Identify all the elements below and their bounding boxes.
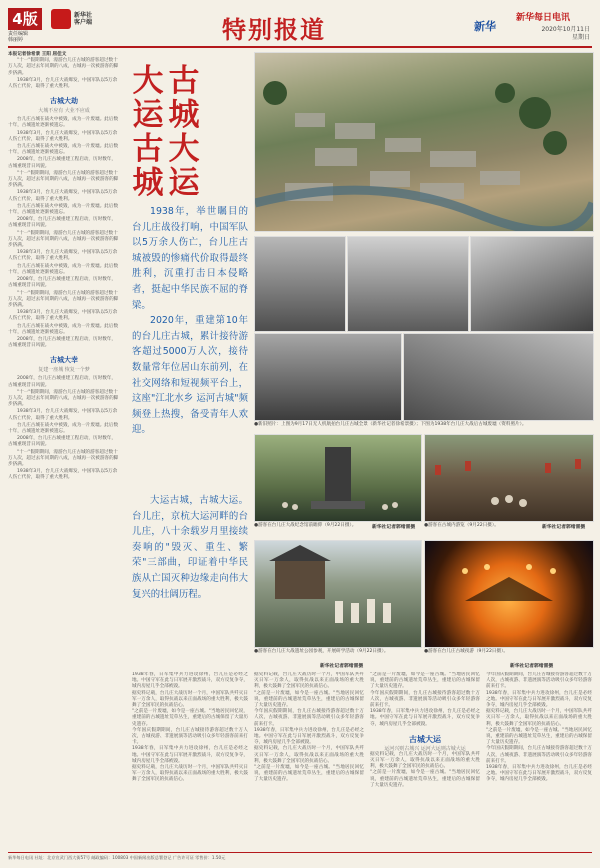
ruins-photo-1: [254, 236, 346, 332]
body-paragraph: 1938年3月，台儿庄大战爆发，中国军队以5万余人伤亡代价，取得了重大胜利。: [8, 190, 118, 202]
night-photo: [424, 540, 594, 648]
alley-caption: ●游客在台儿庄大战遗址公园参观，开展研学活动（9月22日摄）。: [254, 649, 389, 654]
body-text: "之前是一片废墟，如今是一座古城。"当地居民回忆说，重建前的古城遗址荒草丛生，重建后的古城保留了大量历史遗存。: [254, 690, 364, 709]
body-paragraph: 台儿庄古城在战火中被毁，成为一片废墟。此后数十年，古城遗址逐渐被遗忘。: [8, 422, 119, 434]
alley-photo: [254, 540, 422, 648]
ruins-photo-3: [470, 236, 594, 332]
body-column-5: [486, 672, 592, 848]
ruins-caption: ●新旧照片：上图为9月17日无人机航拍台儿庄古城全景（新华社记者徐希景摄）；下图为1938年台儿庄大战后古城废墟（资料照片）。: [254, 422, 527, 427]
body-text: 今年国庆假期期间，台儿庄古城接待游客超过数十万人次，古城夜游、非遗展演等活动吸引众多年轻游客前来打卡。: [486, 672, 592, 690]
body-column-4: [370, 672, 480, 848]
body-text: 据史料记载，台儿庄大战历时一个月，中国军队共歼灭日军一万余人，取得抗战以来正面战场的重大胜利，极大鼓舞了全国军民的抗战信心。: [486, 709, 592, 727]
ruins-photo-4: [254, 333, 402, 421]
issue-date: [532, 26, 590, 42]
editor-line-1: 责任编辑: [8, 31, 29, 37]
page-footer: 新华每日电讯 社址：北京宣武门西大街57号 邮政编码：100803 中国新闻出版总署登记 广告许可证 零售价：1.50元: [8, 852, 592, 861]
body-column-2: [132, 672, 248, 848]
body-paragraph: 2008年，台儿庄古城重建工程启动，历时数年，古城重现昔日风貌。: [8, 376, 116, 388]
street-illustration: [425, 435, 593, 521]
body-text: "之前是一片废墟，如今是一座古城。"当地居民回忆说，重建前的古城遗址荒草丛生，重建后的古城保留了大量历史遗存。: [254, 765, 364, 783]
body-paragraph: "十一"假期期间，漫游台儿庄古城的游客超过数十万人次，超过去年同期的八成，古城再一次被游客的脚步挤满。: [8, 230, 119, 249]
body-text: "之前是一片废墟，如今是一座古城。"当地居民回忆说，重建前的古城遗址荒草丛生，重建后的古城保留了大量历史遗存。: [370, 770, 480, 788]
headline-char: 城: [168, 97, 200, 133]
ruins-photo-5: [403, 333, 594, 421]
headline-char: 大: [132, 63, 164, 99]
body-text: 据史料记载，台儿庄大战历时一个月，中国军队共歼灭日军一万余人，取得抗战以来正面战场的重大胜利，极大鼓舞了全国军民的抗战信心。: [132, 765, 248, 783]
main-headline: [130, 64, 246, 200]
night-caption: ●游客在台儿庄古城夜游（9月22日摄）。: [424, 649, 508, 654]
headline-char: 古: [132, 131, 164, 167]
body-text: 1938年春，日军集中兵力进攻徐州，台儿庄是必经之地。中国守军在此与日军展开激烈战斗，双方反复争夺，城内房屋几乎全部被毁。: [254, 727, 364, 746]
app-logo-line-1: 新华社: [74, 12, 93, 19]
body-paragraph: 1938年3月，台儿庄大战爆发，中国军队以5万余人伤亡代价，取得了重大胜利。: [8, 77, 118, 90]
page-number-badge: 4版: [8, 8, 42, 30]
body-text: 据史料记载，台儿庄大战历时一个月，中国军队共歼灭日军一万余人，取得抗战以来正面战场的重大胜利，极大鼓舞了全国军民的抗战信心。: [132, 690, 248, 709]
paper-name: 新华每日电讯: [516, 13, 571, 23]
subhead-fortune: 古城大幸: [50, 356, 78, 365]
alley-credit: 新华社记者郭绪雷摄: [320, 664, 364, 669]
body-paragraph: 1938年3月，台儿庄大战爆发，中国军队以5万余人伤亡代价，取得了重大胜利。: [8, 310, 118, 322]
body-text: 今年国庆假期期间，台儿庄古城接待游客超过数十万人次，古城夜游、非遗展演等活动吸引众多年轻游客前来打卡。: [486, 746, 592, 764]
lead-text-1: 1938年，举世瞩目的台儿庄战役打响，中国军队以5万余人伤亡，台儿庄古城被毁的惨痛代价取得最终胜利，沉重打击日本侵略者，挺起中华民族不屈的脊梁。: [132, 206, 248, 311]
subhead-disaster: 古城大劫: [50, 97, 78, 106]
lead-paragraph-2: 大运古城，古城大运。台儿庄，京杭大运河畔的台儿庄，八十余载岁月里接续奏响的"毁灭、重生、繁荣"三部曲，印证着中华民族从亡国灭种边缘走向伟大复兴的壮阔历程。: [132, 495, 248, 600]
subhead-fortune-caption: 复建一座城 恢复一个梦: [38, 367, 90, 374]
body-paragraph: "十一"假期期间，漫游台儿庄古城的游客超过数十万人次，超过去年同期的八成，古城再一次被游客的脚步挤满。: [8, 449, 119, 467]
subhead-disaster-caption: 大城不应有 大业不应成: [38, 108, 90, 115]
weekday-line: 星期日: [571, 34, 590, 41]
body-text: 1938年春，日军集中兵力进攻徐州，台儿庄是必经之地。中国守军在此与日军展开激烈战斗，双方反复争夺，城内房屋几乎全部被毁。: [132, 746, 248, 764]
body-text: "之前是一片废墟，如今是一座古城。"当地居民回忆说，重建前的古城遗址荒草丛生，重建后的古城保留了大量历史遗存。: [486, 727, 592, 746]
body-text: 今年国庆假期期间，台儿庄古城接待游客超过数十万人次，古城夜游、非遗展演等活动吸引众多年轻游客前来打卡。: [254, 709, 364, 727]
headline-char: 城: [132, 165, 164, 201]
body-text: 据史料记载，台儿庄大战历时一个月，中国军队共歼灭日军一万余人，取得抗战以来正面战场的重大胜利，极大鼓舞了全国军民的抗战信心。: [254, 672, 364, 690]
brand-logo: 新华: [474, 20, 496, 33]
left-article-column: [8, 52, 120, 860]
headline-char: 古: [168, 63, 200, 99]
editor-credit: [8, 31, 42, 43]
body-text: 今年国庆假期期间，台儿庄古城接待游客超过数十万人次，古城夜游、非遗展演等活动吸引众多年轻游客前来打卡。: [132, 727, 248, 746]
headline-char: 运: [168, 165, 200, 201]
body-text: 今年国庆假期期间，台儿庄古城接待游客超过数十万人次，古城夜游、非遗展演等活动吸引众多年轻游客前来打卡。: [370, 690, 480, 709]
aerial-town-illustration: [255, 53, 593, 231]
body-paragraph: 台儿庄古城在战火中被毁，成为一片废墟。此后数十年，古城遗址逐渐被遗忘。: [8, 117, 119, 129]
lead-paragraph-1: [132, 204, 248, 438]
body-text: 据史料记载，台儿庄大战历时一个月，中国军队共歼灭日军一万余人，取得抗战以来正面战场的重大胜利，极大鼓舞了全国军民的抗战信心。: [370, 751, 480, 770]
ruins-photo-2: [347, 236, 469, 332]
body-paragraph: 2008年，台儿庄古城重建工程启动，历时数年，古城重现昔日风貌。: [8, 436, 116, 448]
body-paragraph: 台儿庄古城在战火中被毁，成为一片废墟。此后数十年，古城遗址逐渐被遗忘。: [8, 144, 119, 156]
body-text: 1938年春，日军集中兵力进攻徐州，台儿庄是必经之地。中国守军在此与日军展开激烈战斗，双方反复争夺，城内房屋几乎全部被毁。: [132, 672, 248, 690]
body-paragraph: 台儿庄古城在战火中被毁，成为一片废墟。此后数十年，古城遗址逐渐被遗忘。: [8, 203, 119, 216]
body-text: 1938年春，日军集中兵力进攻徐州，台儿庄是必经之地。中国守军在此与日军展开激烈战斗，双方反复争夺，城内房屋几乎全部被毁。: [486, 690, 592, 709]
body-paragraph: 台儿庄古城在战火中被毁，成为一片废墟。此后数十年，古城遗址逐渐被遗忘。: [8, 263, 119, 275]
body-paragraph: 2008年，台儿庄古城重建工程启动，历时数年，古城重现昔日风貌。: [8, 217, 116, 229]
body-paragraph: 1938年3月，台儿庄大战爆发，中国军队以5万余人伤亡代价，取得了重大胜利。: [8, 250, 118, 262]
subhead-great-canal-caption: 运河兴则古城兴 运河大运则古城大运: [384, 745, 466, 752]
night-credit: 新华社记者郭绪雷摄: [510, 664, 554, 669]
aerial-photo: [254, 52, 594, 232]
alley-illustration: [255, 541, 421, 647]
header-rule: [8, 46, 592, 48]
body-text: 1938年春，日军集中兵力进攻徐州，台儿庄是必经之地。中国守军在此与日军展开激烈战斗，双方反复争夺，城内房屋几乎全部被毁。: [486, 765, 592, 783]
app-logo-text: [74, 12, 92, 26]
byline: 本报记者徐希景 王阳 屈佳文: [8, 52, 67, 57]
night-lantern-illustration: [425, 541, 593, 647]
app-logo-line-2: 客户端: [74, 19, 93, 26]
monument-caption: ●游客在台儿庄大战纪念馆前瞻仰（9月22日摄）。: [254, 523, 357, 528]
intro-paragraph: "十一"假期期间，漫游台儿庄古城的游客超过数十万人次，超过去年同期的八成，古城再一次被游客的脚步挤满。: [8, 58, 119, 76]
body-text: 据史料记载，台儿庄大战历时一个月，中国军队共歼灭日军一万余人，取得抗战以来正面战场的重大胜利，极大鼓舞了全国军民的抗战信心。: [254, 746, 364, 764]
section-title: 特别报道: [222, 16, 326, 44]
body-paragraph: 台儿庄古城在战火中被毁，成为一片废墟。此后数十年，古城遗址逐渐被遗忘。: [8, 323, 119, 335]
headline-char: 大: [168, 131, 200, 167]
monument-illustration: [255, 435, 421, 521]
body-paragraph: "十一"假期期间，漫游台儿庄古城的游客超过数十万人次，超过去年同期的八成，古城再一次被游客的脚步挤满。: [8, 290, 119, 308]
street-photo: [424, 434, 594, 522]
body-paragraph: 2008年，台儿庄古城重建工程启动，历时数年，古城重现昔日风貌。: [8, 277, 116, 289]
body-text: "之前是一片废墟，如今是一座古城。"当地居民回忆说，重建前的古城遗址荒草丛生，重建后的古城保留了大量历史遗存。: [370, 672, 480, 690]
date-line: 2020年10月11日: [541, 26, 590, 33]
body-paragraph: "十一"假期期间，漫游台儿庄古城的游客超过数十万人次，超过去年同期的八成，古城再一次被游客的脚步挤满。: [8, 170, 119, 189]
body-text: 1938年春，日军集中兵力进攻徐州，台儿庄是必经之地。中国守军在此与日军展开激烈战斗，双方反复争夺，城内房屋几乎全部被毁。: [370, 709, 480, 727]
body-paragraph: 1938年3月，台儿庄大战爆发，中国军队以5万余人伤亡代价，取得了重大胜利。: [8, 130, 118, 142]
body-paragraph: "十一"假期期间，漫游台儿庄古城的游客超过数十万人次，超过去年同期的八成，古城再一次被游客的脚步挤满。: [8, 389, 119, 408]
app-logo-icon: [51, 9, 71, 29]
street-credit: 新华社记者郭绪雷摄: [542, 525, 586, 530]
headline-char: 运: [132, 97, 164, 133]
editor-line-2: 韩丽婷: [8, 37, 24, 43]
monument-photo: [254, 434, 422, 522]
body-paragraph: 1938年3月，台儿庄大战爆发，中国军队以5万余人伤亡代价，取得了重大胜利。: [8, 469, 118, 481]
monument-credit: 新华社记者郭绪雷摄: [372, 525, 416, 530]
body-paragraph: 2008年，台儿庄古城重建工程启动，历时数年，古城重现昔日风貌。: [8, 336, 116, 349]
street-caption: ●游客在古城内游览（9月22日摄）。: [424, 523, 499, 528]
subhead-great-canal: 古城大运: [409, 734, 441, 744]
lead-text-2: 2020年，重建第10年的台儿庄古城，累计接待游客超过5000万人次，接待数量常年位居山东前列，在社交网络和短视频平台上，这座"江北水乡 运河古城"频频登上热搜，备受青年人欢迎。: [132, 315, 248, 436]
body-paragraph: 1938年3月，台儿庄大战爆发，中国军队以5万余人伤亡代价，取得了重大胜利。: [8, 409, 118, 421]
body-paragraph: 2008年，台儿庄古城重建工程启动，历时数年，古城重现昔日风貌。: [8, 157, 116, 169]
body-column-3: [254, 672, 364, 848]
body-text: "之前是一片废墟，如今是一座古城。"当地居民回忆说，重建前的古城遗址荒草丛生，重建后的古城保留了大量历史遗存。: [132, 709, 248, 727]
